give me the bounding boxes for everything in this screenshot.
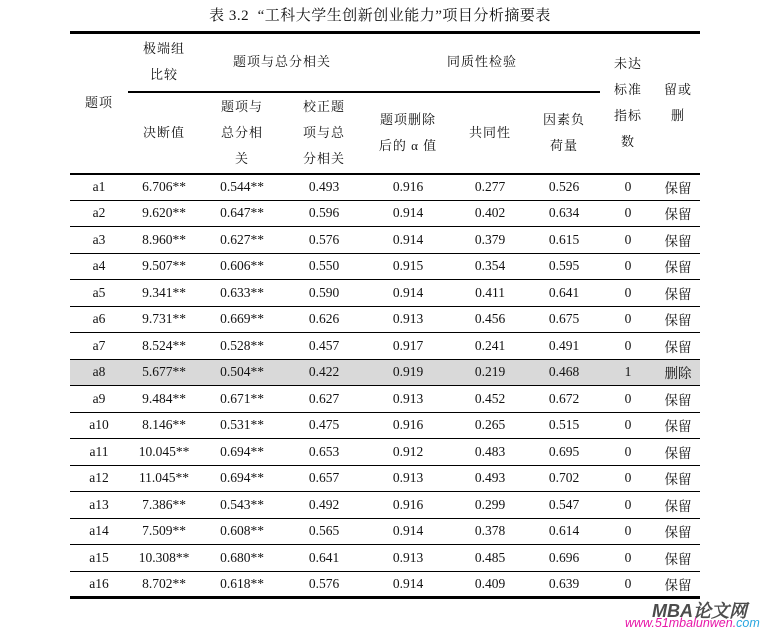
cell-decision: 保留	[656, 174, 700, 201]
cell-cr: 7.386**	[128, 492, 200, 519]
cell-unmet: 1	[600, 359, 656, 386]
cell-alpha: 0.913	[364, 465, 452, 492]
cell-decision: 保留	[656, 465, 700, 492]
cell-alpha: 0.915	[364, 253, 452, 280]
cell-cr: 6.706**	[128, 174, 200, 201]
cell-item: a13	[70, 492, 128, 519]
cell-comm: 0.378	[452, 518, 528, 545]
cell-unmet: 0	[600, 200, 656, 227]
cell-alpha: 0.914	[364, 227, 452, 254]
cell-decision: 保留	[656, 333, 700, 360]
table-body	[70, 174, 700, 598]
table-header	[70, 33, 700, 174]
cell-citc: 0.492	[284, 492, 364, 519]
cell-comm: 0.456	[452, 306, 528, 333]
cell-item: a12	[70, 465, 128, 492]
cell-cr: 9.507**	[128, 253, 200, 280]
cell-citc: 0.550	[284, 253, 364, 280]
table-row	[70, 465, 700, 492]
cell-itc: 0.627**	[200, 227, 284, 254]
cell-load: 0.695	[528, 439, 600, 466]
cell-alpha: 0.916	[364, 492, 452, 519]
cell-citc: 0.576	[284, 227, 364, 254]
cell-load: 0.526	[528, 174, 600, 201]
cell-decision: 保留	[656, 386, 700, 413]
table-row	[70, 518, 700, 545]
cell-citc: 0.653	[284, 439, 364, 466]
cell-comm: 0.354	[452, 253, 528, 280]
cell-itc: 0.633**	[200, 280, 284, 307]
cell-comm: 0.277	[452, 174, 528, 201]
cell-load: 0.634	[528, 200, 600, 227]
cell-alpha: 0.917	[364, 333, 452, 360]
cell-decision: 删除	[656, 359, 700, 386]
watermark-brand: MBA论文网	[652, 601, 747, 621]
item-analysis-table	[70, 31, 700, 599]
cell-cr: 8.702**	[128, 571, 200, 598]
cell-decision: 保留	[656, 412, 700, 439]
header-group-row	[70, 33, 700, 92]
cell-comm: 0.411	[452, 280, 528, 307]
cell-unmet: 0	[600, 545, 656, 572]
cell-unmet: 0	[600, 306, 656, 333]
cell-unmet: 0	[600, 439, 656, 466]
table-row	[70, 571, 700, 598]
cell-cr: 8.524**	[128, 333, 200, 360]
cell-unmet: 0	[600, 280, 656, 307]
cell-alpha: 0.912	[364, 439, 452, 466]
cell-itc: 0.671**	[200, 386, 284, 413]
cell-decision: 保留	[656, 227, 700, 254]
table-row	[70, 280, 700, 307]
cell-itc: 0.543**	[200, 492, 284, 519]
subheader-item-total-corr: 题项与总分相关	[200, 92, 284, 174]
cell-load: 0.702	[528, 465, 600, 492]
cell-load: 0.515	[528, 412, 600, 439]
cell-alpha: 0.914	[364, 280, 452, 307]
cell-itc: 0.618**	[200, 571, 284, 598]
table-row	[70, 253, 700, 280]
cell-load: 0.547	[528, 492, 600, 519]
cell-item: a6	[70, 306, 128, 333]
cell-unmet: 0	[600, 492, 656, 519]
cell-alpha: 0.913	[364, 386, 452, 413]
cell-citc: 0.565	[284, 518, 364, 545]
cell-citc: 0.657	[284, 465, 364, 492]
cell-load: 0.595	[528, 253, 600, 280]
cell-load: 0.614	[528, 518, 600, 545]
header-retain-or-delete: 留或删	[656, 33, 700, 174]
table-row	[70, 545, 700, 572]
watermark-url-main: www.51mbalunwen.	[625, 616, 737, 630]
cell-load: 0.641	[528, 280, 600, 307]
cell-decision: 保留	[656, 200, 700, 227]
cell-itc: 0.528**	[200, 333, 284, 360]
table-row	[70, 306, 700, 333]
cell-itc: 0.608**	[200, 518, 284, 545]
cell-citc: 0.590	[284, 280, 364, 307]
cell-comm: 0.402	[452, 200, 528, 227]
cell-itc: 0.544**	[200, 174, 284, 201]
cell-comm: 0.493	[452, 465, 528, 492]
cell-citc: 0.627	[284, 386, 364, 413]
subheader-critical-ratio: 决断值	[128, 92, 200, 174]
header-group-homogeneity-test: 同质性检验	[364, 33, 600, 92]
cell-itc: 0.531**	[200, 412, 284, 439]
cell-cr: 5.677**	[128, 359, 200, 386]
cell-alpha: 0.914	[364, 571, 452, 598]
cell-citc: 0.422	[284, 359, 364, 386]
cell-unmet: 0	[600, 386, 656, 413]
subheader-corrected-item-total-corr: 校正题项与总分相关	[284, 92, 364, 174]
cell-itc: 0.504**	[200, 359, 284, 386]
table-row	[70, 386, 700, 413]
cell-item: a7	[70, 333, 128, 360]
cell-unmet: 0	[600, 333, 656, 360]
cell-unmet: 0	[600, 174, 656, 201]
cell-cr: 10.045**	[128, 439, 200, 466]
cell-load: 0.468	[528, 359, 600, 386]
cell-load: 0.696	[528, 545, 600, 572]
table-row	[70, 359, 700, 386]
cell-unmet: 0	[600, 571, 656, 598]
cell-decision: 保留	[656, 439, 700, 466]
cell-comm: 0.452	[452, 386, 528, 413]
cell-comm: 0.265	[452, 412, 528, 439]
cell-comm: 0.299	[452, 492, 528, 519]
watermark-url-tld: com	[736, 616, 760, 630]
cell-comm: 0.409	[452, 571, 528, 598]
subheader-factor-loading: 因素负荷量	[528, 92, 600, 174]
subheader-communality: 共同性	[452, 92, 528, 174]
cell-cr: 8.146**	[128, 412, 200, 439]
cell-cr: 7.509**	[128, 518, 200, 545]
cell-alpha: 0.916	[364, 412, 452, 439]
cell-decision: 保留	[656, 545, 700, 572]
cell-decision: 保留	[656, 280, 700, 307]
cell-itc: 0.694**	[200, 439, 284, 466]
cell-decision: 保留	[656, 518, 700, 545]
cell-load: 0.491	[528, 333, 600, 360]
cell-item: a11	[70, 439, 128, 466]
table-row	[70, 333, 700, 360]
cell-item: a8	[70, 359, 128, 386]
cell-load: 0.639	[528, 571, 600, 598]
cell-comm: 0.379	[452, 227, 528, 254]
cell-itc: 0.680**	[200, 545, 284, 572]
cell-citc: 0.493	[284, 174, 364, 201]
cell-itc: 0.647**	[200, 200, 284, 227]
cell-item: a3	[70, 227, 128, 254]
cell-decision: 保留	[656, 253, 700, 280]
cell-item: a5	[70, 280, 128, 307]
cell-unmet: 0	[600, 253, 656, 280]
cell-itc: 0.606**	[200, 253, 284, 280]
cell-cr: 9.620**	[128, 200, 200, 227]
subheader-alpha-if-deleted: 题项删除后的 α 值	[364, 92, 452, 174]
cell-load: 0.615	[528, 227, 600, 254]
cell-cr: 9.731**	[128, 306, 200, 333]
cell-item: a10	[70, 412, 128, 439]
cell-unmet: 0	[600, 518, 656, 545]
cell-load: 0.675	[528, 306, 600, 333]
cell-item: a1	[70, 174, 128, 201]
table-row	[70, 439, 700, 466]
cell-citc: 0.641	[284, 545, 364, 572]
cell-decision: 保留	[656, 306, 700, 333]
table-row	[70, 227, 700, 254]
cell-alpha: 0.919	[364, 359, 452, 386]
cell-cr: 9.484**	[128, 386, 200, 413]
cell-item: a4	[70, 253, 128, 280]
cell-citc: 0.576	[284, 571, 364, 598]
cell-cr: 8.960**	[128, 227, 200, 254]
cell-itc: 0.669**	[200, 306, 284, 333]
header-group-item-total-correlation: 题项与总分相关	[200, 33, 364, 92]
watermark-url	[625, 616, 760, 630]
cell-decision: 保留	[656, 571, 700, 598]
cell-item: a9	[70, 386, 128, 413]
table-row	[70, 412, 700, 439]
header-item: 题项	[70, 33, 128, 174]
cell-alpha: 0.914	[364, 200, 452, 227]
cell-cr: 11.045**	[128, 465, 200, 492]
cell-alpha: 0.913	[364, 545, 452, 572]
cell-item: a16	[70, 571, 128, 598]
cell-cr: 9.341**	[128, 280, 200, 307]
cell-alpha: 0.914	[364, 518, 452, 545]
header-unmet-criteria-count: 未达标准指标数	[600, 33, 656, 174]
table-row	[70, 174, 700, 201]
cell-unmet: 0	[600, 465, 656, 492]
cell-item: a14	[70, 518, 128, 545]
cell-load: 0.672	[528, 386, 600, 413]
cell-item: a15	[70, 545, 128, 572]
cell-unmet: 0	[600, 412, 656, 439]
cell-citc: 0.626	[284, 306, 364, 333]
cell-comm: 0.483	[452, 439, 528, 466]
cell-decision: 保留	[656, 492, 700, 519]
cell-alpha: 0.916	[364, 174, 452, 201]
cell-unmet: 0	[600, 227, 656, 254]
cell-alpha: 0.913	[364, 306, 452, 333]
cell-item: a2	[70, 200, 128, 227]
cell-citc: 0.457	[284, 333, 364, 360]
header-group-extreme-comparison: 极端组比较	[128, 33, 200, 92]
cell-itc: 0.694**	[200, 465, 284, 492]
cell-cr: 10.308**	[128, 545, 200, 572]
cell-comm: 0.241	[452, 333, 528, 360]
table-title: 表 3.2 “工科大学生创新创业能力”项目分析摘要表	[209, 8, 551, 24]
table-row	[70, 492, 700, 519]
cell-citc: 0.596	[284, 200, 364, 227]
cell-citc: 0.475	[284, 412, 364, 439]
cell-comm: 0.219	[452, 359, 528, 386]
table-row	[70, 200, 700, 227]
cell-comm: 0.485	[452, 545, 528, 572]
